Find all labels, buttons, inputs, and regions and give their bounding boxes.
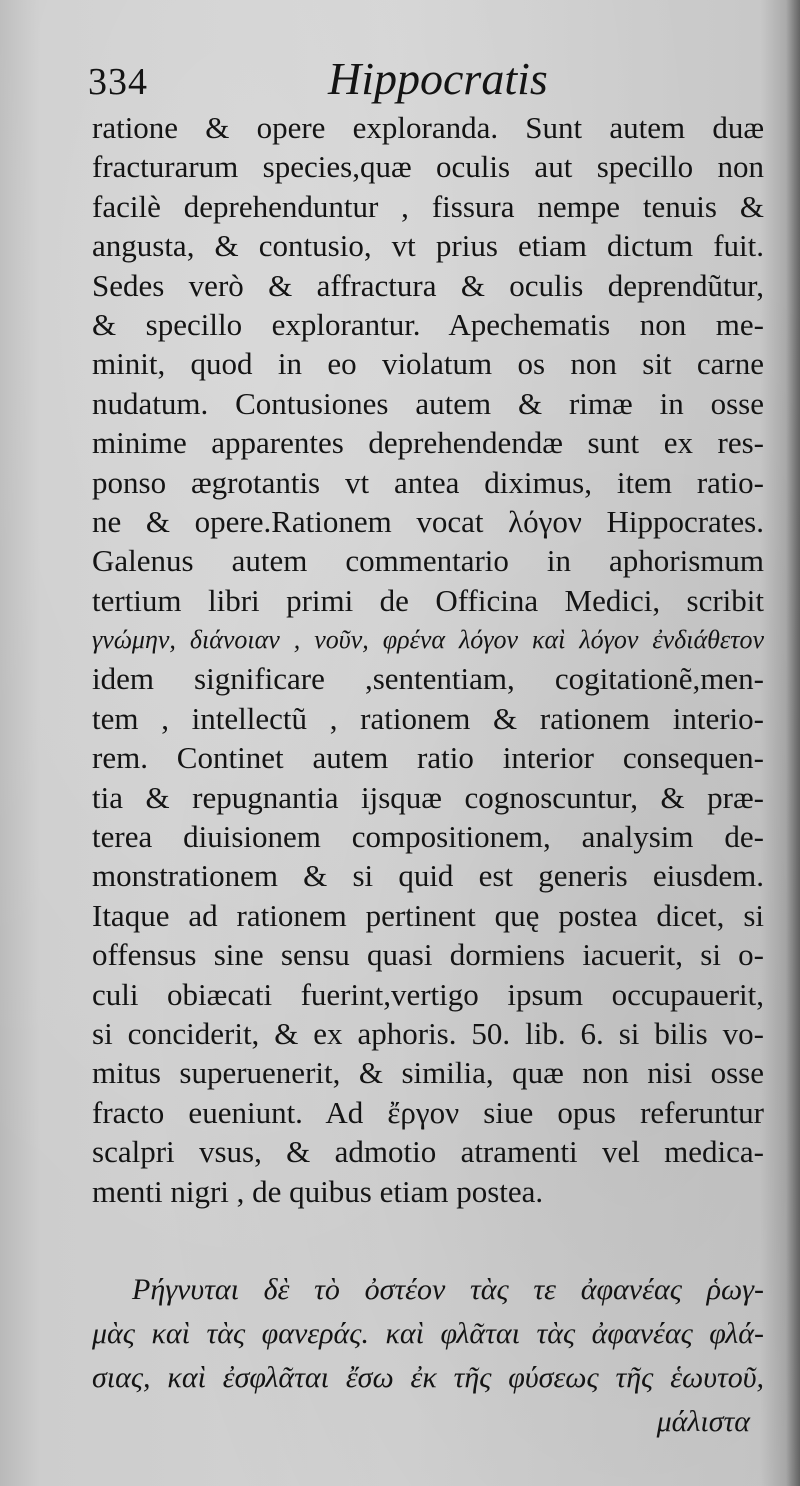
greek-aphorism — [92, 1268, 764, 1444]
text-line: ponso ægrotantis vt antea diximus, item ratio- — [92, 464, 764, 500]
running-head — [88, 52, 768, 112]
latin-commentary — [92, 108, 764, 1211]
greek-line: Ρήγνυται δὲ τὸ ὀστέον τὰς τε ἀφανέας ῥωγ- — [132, 1273, 764, 1306]
text-line: nudatum. Contusiones autem & rimæ in osse — [92, 385, 764, 421]
page-number: 334 — [88, 61, 148, 103]
text-line: monstrationem & si quid est generis eiusdem. — [92, 858, 764, 894]
text-line: Sedes verò & affractura & oculis deprendũtur, — [92, 267, 764, 303]
text-line: idem significare ,sententiam, cogitationẽ,men- — [92, 661, 764, 697]
text-line: Galenus autem commentario in aphorismum — [92, 543, 764, 579]
text-line: scalpri vsus, & admotio atramenti vel medica- — [92, 1134, 764, 1170]
text-line: Itaque ad rationem pertinent quę postea dicet, si — [92, 897, 764, 933]
text-line: menti nigri , de quibus etiam postea. — [92, 1173, 544, 1209]
text-line: tia & repugnantia ijsquæ cognoscuntur, & præ- — [92, 779, 764, 815]
catchword: μάλιστα — [656, 1405, 750, 1438]
running-title: Hippocratis — [328, 53, 548, 104]
text-line: minit, quod in eo violatum os non sit carne — [92, 346, 764, 382]
text-line: si conciderit, & ex aphoris. 50. lib. 6. si bilis vo- — [92, 1015, 764, 1051]
text-line: fracturarum species,quæ oculis aut specillo non — [92, 149, 764, 185]
text-line: culi obiæcati fuerint,vertigo ipsum occupauerit, — [92, 976, 764, 1012]
page-edge-shadow — [786, 0, 800, 1486]
text-line: minime apparentes deprehendendæ sunt ex res- — [92, 425, 764, 461]
text-line: tem , intellectũ , rationem & rationem interio- — [92, 700, 764, 736]
text-line: ratione & opere exploranda. Sunt autem duæ — [92, 110, 764, 145]
text-line: mitus superuenerit, & similia, quæ non nisi osse — [92, 1055, 764, 1091]
text-line: & specillo explorantur. Apechematis non me- — [92, 306, 764, 342]
greek-line: μὰς καὶ τὰς φανεράς. καὶ φλᾶται τὰς ἀφανέας φλά- — [92, 1317, 764, 1350]
text-line: ne & opere.Rationem vocat λόγον Hippocrates. — [92, 503, 764, 539]
text-line: tertium libri primi de Officina Medici, scribit — [92, 582, 764, 618]
text-line: rem. Continet autem ratio interior consequen- — [92, 740, 764, 776]
text-line: facilè deprehenduntur , fissura nempe tenuis & — [92, 188, 764, 224]
text-line: terea diuisionem compositionem, analysim de- — [92, 819, 764, 855]
text-line: fracto eueniunt. Ad ἔργον siue opus referuntur — [92, 1094, 764, 1130]
text-line: angusta, & contusio, vt prius etiam dictum fuit. — [92, 228, 764, 264]
greek-line: σιας, καὶ ἐσφλᾶται ἔσω ἐκ τῆς φύσεως τῆς ἑωυτοῦ, — [92, 1361, 764, 1394]
greek-quotation-line: γνώμην, διάνοιαν , νοῦν, φρένα λόγον καὶ λόγον ἐνδιάθετον — [92, 625, 764, 655]
text-line: offensus sine sensu quasi dormiens iacuerit, si o- — [92, 937, 764, 973]
